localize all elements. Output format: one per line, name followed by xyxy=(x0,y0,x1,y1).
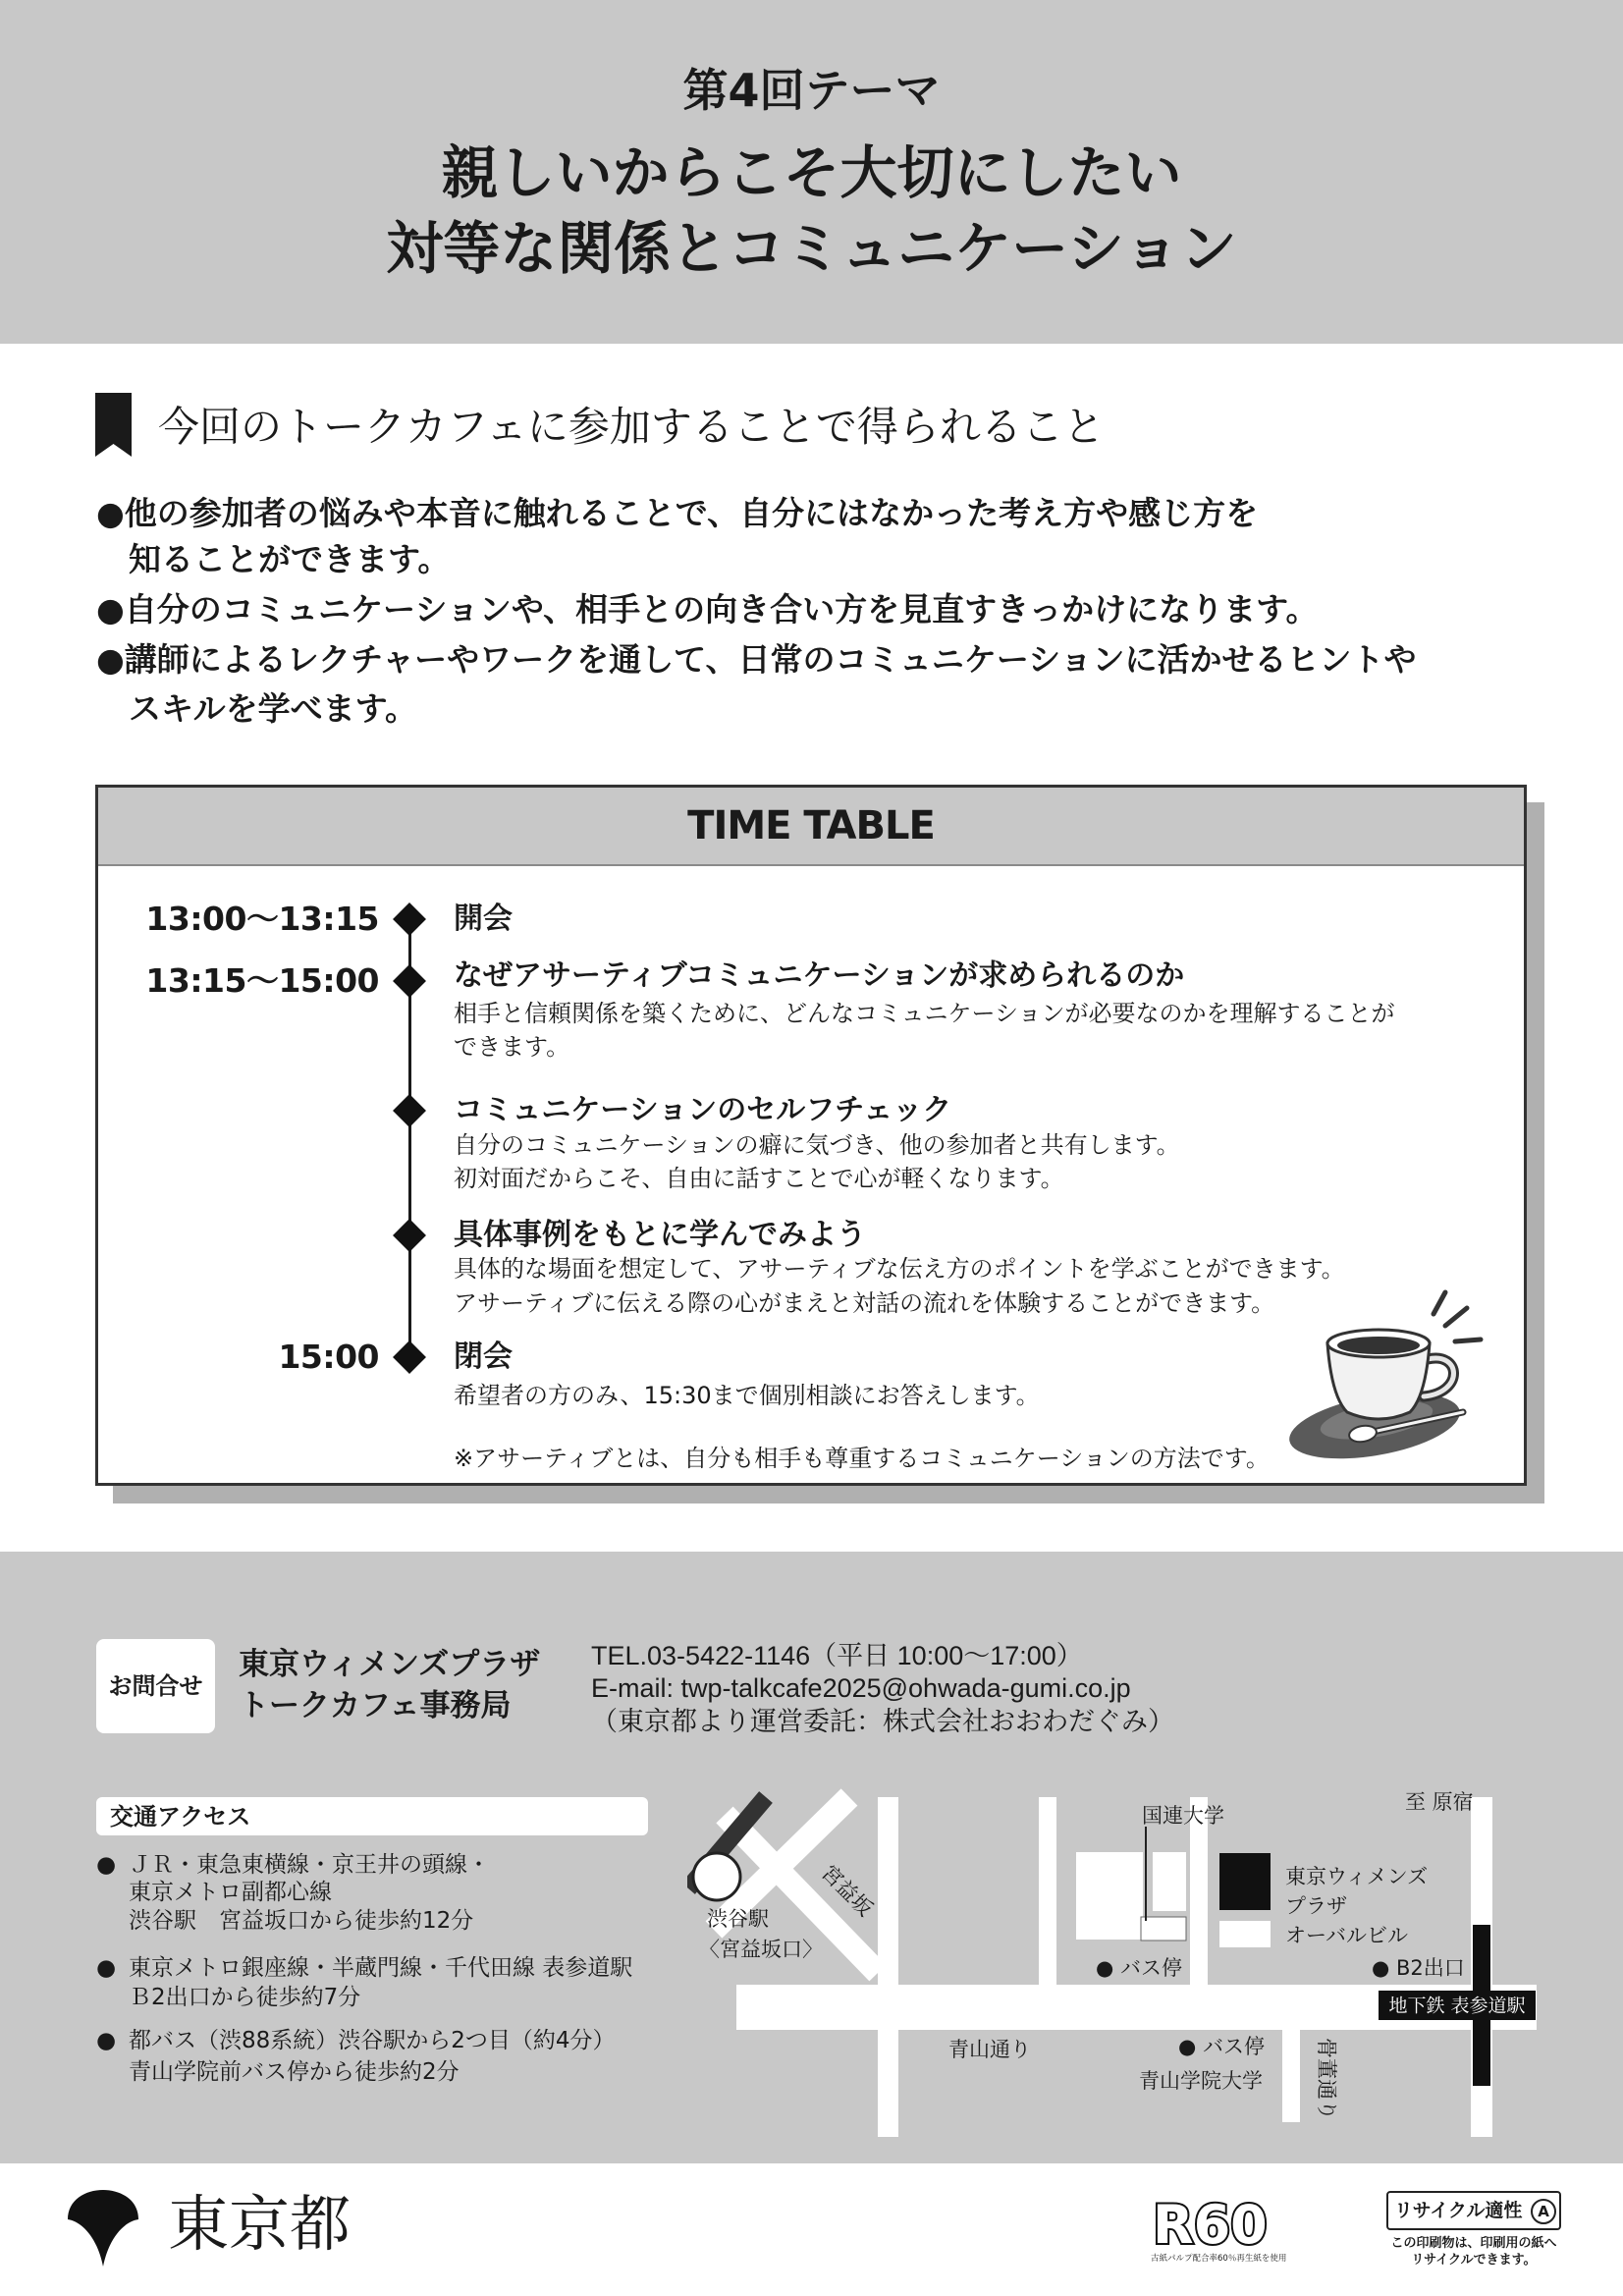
map-label-miyamasuzaka-exit: 〈宮益坂口〉 xyxy=(699,1938,823,1961)
r60-mark: R60 xyxy=(1153,2194,1268,2256)
contact-label: お問合せ xyxy=(108,1672,203,1700)
map-label-bus-stop: ● バス停 xyxy=(1096,1956,1182,1980)
bullet-dot: ● xyxy=(96,1852,117,1878)
benefit-item xyxy=(96,640,1417,679)
access-line: 渋谷駅 宮益坂口から徒歩約12分 xyxy=(129,1908,474,1934)
r60-caption: 古紙パルプ配合率60％再生紙を使用 xyxy=(1151,2254,1287,2264)
access-map xyxy=(687,1787,1542,2151)
map-road xyxy=(1039,1797,1056,1985)
coffee-surface xyxy=(1337,1337,1420,1354)
bullet-dot: ● xyxy=(96,494,125,532)
contact-email: E-mail: twp-talkcafe2025@ohwada-gumi.co.jp xyxy=(591,1673,1131,1703)
map-building xyxy=(1141,1917,1186,1941)
map-building xyxy=(1076,1852,1143,1940)
theme-label: 第4回テーマ xyxy=(682,64,941,117)
access-line: Ｂ2出口から徒歩約7分 xyxy=(129,1985,361,2010)
session-title: 開会 xyxy=(454,902,513,936)
access-line: 青山学院前バス停から徒歩約2分 xyxy=(129,2059,460,2085)
timetable-header-band xyxy=(98,788,1524,866)
diamond-icon xyxy=(393,1094,426,1127)
map-label-bus-stop: ● バス停 xyxy=(1178,2035,1265,2058)
session-title: 閉会 xyxy=(454,1339,513,1374)
contact-org-office: トークカフェ事務局 xyxy=(239,1688,512,1723)
tokyo-ginkgo-shape xyxy=(68,2190,138,2267)
title-line-1: 親しいからこそ大切にしたい xyxy=(441,139,1182,206)
map-label-kotto-dori: 骨董通り xyxy=(1315,2038,1338,2120)
map-label-omotesando-station: 地下鉄 表参道駅 xyxy=(1388,1995,1526,2017)
session-description: アサーティブに伝える際の心がまえと対話の流れを体験することができます。 xyxy=(454,1289,1275,1317)
benefit-item xyxy=(96,590,1319,629)
access-title: 交通アクセス xyxy=(110,1803,251,1831)
bullet-dot: ● xyxy=(96,640,125,679)
contact-label-box xyxy=(96,1639,215,1733)
contact-note: （東京都より運営委託：株式会社おおわだぐみ） xyxy=(591,1707,1174,1736)
map-label-b2-exit: ● B2出口 xyxy=(1372,1956,1465,1980)
diamond-icon xyxy=(393,964,426,998)
tokyo-name: 東京都 xyxy=(168,2188,352,2260)
map-label-venue: プラザ xyxy=(1285,1894,1347,1918)
session-description: 相手と信頼関係を築くために、どんなコミュニケーションが必要なのかを理解することが xyxy=(454,1000,1395,1027)
session-description: 具体的な場面を想定して、アサーティブな伝え方のポイントを学ぶことができます。 xyxy=(454,1255,1345,1283)
benefit-item xyxy=(96,494,1259,532)
station-icon xyxy=(693,1853,740,1900)
benefits-heading: 今回のトークカフェに参加することで得られること xyxy=(158,403,1105,451)
time-label: 15:00 xyxy=(278,1338,379,1376)
session-title: コミュニケーションのセルフチェック xyxy=(454,1093,952,1127)
benefit-text: 講師によるレクチャーやワークを通して、日常のコミュニケーションに活かせるヒントや xyxy=(124,640,1417,679)
timetable-box xyxy=(95,785,1527,1486)
map-label-miyamasuzaka: 宮益坂 xyxy=(816,1860,878,1922)
benefit-text: 他の参加者の悩みや本音に触れることで、自分にはなかった考え方や感じ方を xyxy=(124,494,1259,532)
benefit-text-continued: スキルを学べます。 xyxy=(129,689,418,728)
recycle-label-box xyxy=(1386,2191,1561,2230)
theme-header xyxy=(0,0,1623,344)
bookmark-shape xyxy=(95,393,132,457)
map-building xyxy=(1219,1921,1271,1947)
map-label-aoyama-gakuin: 青山学院大学 xyxy=(1139,2069,1263,2093)
map-road-kotto-dori xyxy=(1282,2029,1300,2122)
recycle-note: リサイクルできます。 xyxy=(1411,2253,1537,2268)
session-title: 具体事例をもとに学んでみよう xyxy=(454,1218,866,1252)
steam-line xyxy=(1455,1339,1481,1341)
assertive-note: ※アサーティブとは、自分も相手も尊重するコミュニケーションの方法です。 xyxy=(454,1445,1270,1472)
map-label-venue: オーバルビル xyxy=(1285,1924,1408,1947)
r60-recycled-paper-icon xyxy=(1149,2192,1296,2267)
access-line: 東京メトロ銀座線・半蔵門線・千代田線 表参道駅 xyxy=(129,1955,633,1981)
access-line: ＪＲ・東急東横線・京王井の頭線・ xyxy=(129,1852,490,1878)
session-description: できます。 xyxy=(454,1033,570,1061)
building-icon xyxy=(1219,1853,1271,1910)
access-title-bar xyxy=(96,1797,648,1835)
map-label-harajuku: 至 原宿 xyxy=(1405,1790,1474,1814)
steam-line xyxy=(1445,1308,1467,1326)
map-label-shibuya-station: 渋谷駅 xyxy=(707,1907,769,1931)
map-label-un-university: 国連大学 xyxy=(1142,1804,1224,1828)
title-line-2: 対等な関係とコミュニケーション xyxy=(386,215,1237,282)
diamond-icon xyxy=(393,1340,426,1374)
contact-org-name: 東京ウィメンズプラザ xyxy=(239,1647,541,1682)
benefit-text: 自分のコミュニケーションや、相手との向き合い方を見直すきっかけになります。 xyxy=(124,590,1319,629)
time-label: 13:00〜13:15 xyxy=(145,900,379,938)
access-line: 都バス（渋88系統）渋谷駅から2つ目（約4分） xyxy=(129,2028,616,2053)
steam-line xyxy=(1434,1292,1445,1314)
bookmark-icon xyxy=(95,393,132,457)
recycle-grade-badge: A xyxy=(1531,2199,1556,2224)
contact-tel: TEL.03-5422-1146（平日 10:00〜17:00） xyxy=(591,1641,1083,1670)
recycle-note: この印刷物は、印刷用の紙へ xyxy=(1390,2236,1557,2251)
session-description: 自分のコミュニケーションの癖に気づき、他の参加者と共有します。 xyxy=(454,1131,1180,1159)
session-description: 初対面だからこそ、自由に話すことで心が軽くなります。 xyxy=(454,1165,1064,1192)
timetable-title: TIME TABLE xyxy=(687,803,935,848)
diamond-icon xyxy=(393,1219,426,1252)
map-building xyxy=(1153,1852,1186,1911)
bullet-dot: ● xyxy=(96,2028,117,2053)
coffee-cup-icon xyxy=(1276,1279,1492,1465)
tokyo-ginkgo-icon xyxy=(66,2188,140,2269)
bullet-dot: ● xyxy=(96,590,125,629)
time-label: 13:15〜15:00 xyxy=(145,961,379,1000)
diamond-icon xyxy=(393,902,426,936)
map-label-aoyama-dori: 青山通り xyxy=(948,2038,1031,2061)
session-description: 希望者の方のみ、15:30まで個別相談にお答えします。 xyxy=(454,1382,1040,1409)
bullet-dot: ● xyxy=(96,1955,117,1981)
recycle-label: リサイクル適性 xyxy=(1394,2200,1523,2221)
session-title: なぜアサーティブコミュニケーションが求められるのか xyxy=(454,958,1185,993)
benefit-text-continued: 知ることができます。 xyxy=(129,540,451,578)
access-line: 東京メトロ副都心線 xyxy=(129,1880,332,1905)
map-label-venue: 東京ウィメンズ xyxy=(1285,1865,1429,1888)
